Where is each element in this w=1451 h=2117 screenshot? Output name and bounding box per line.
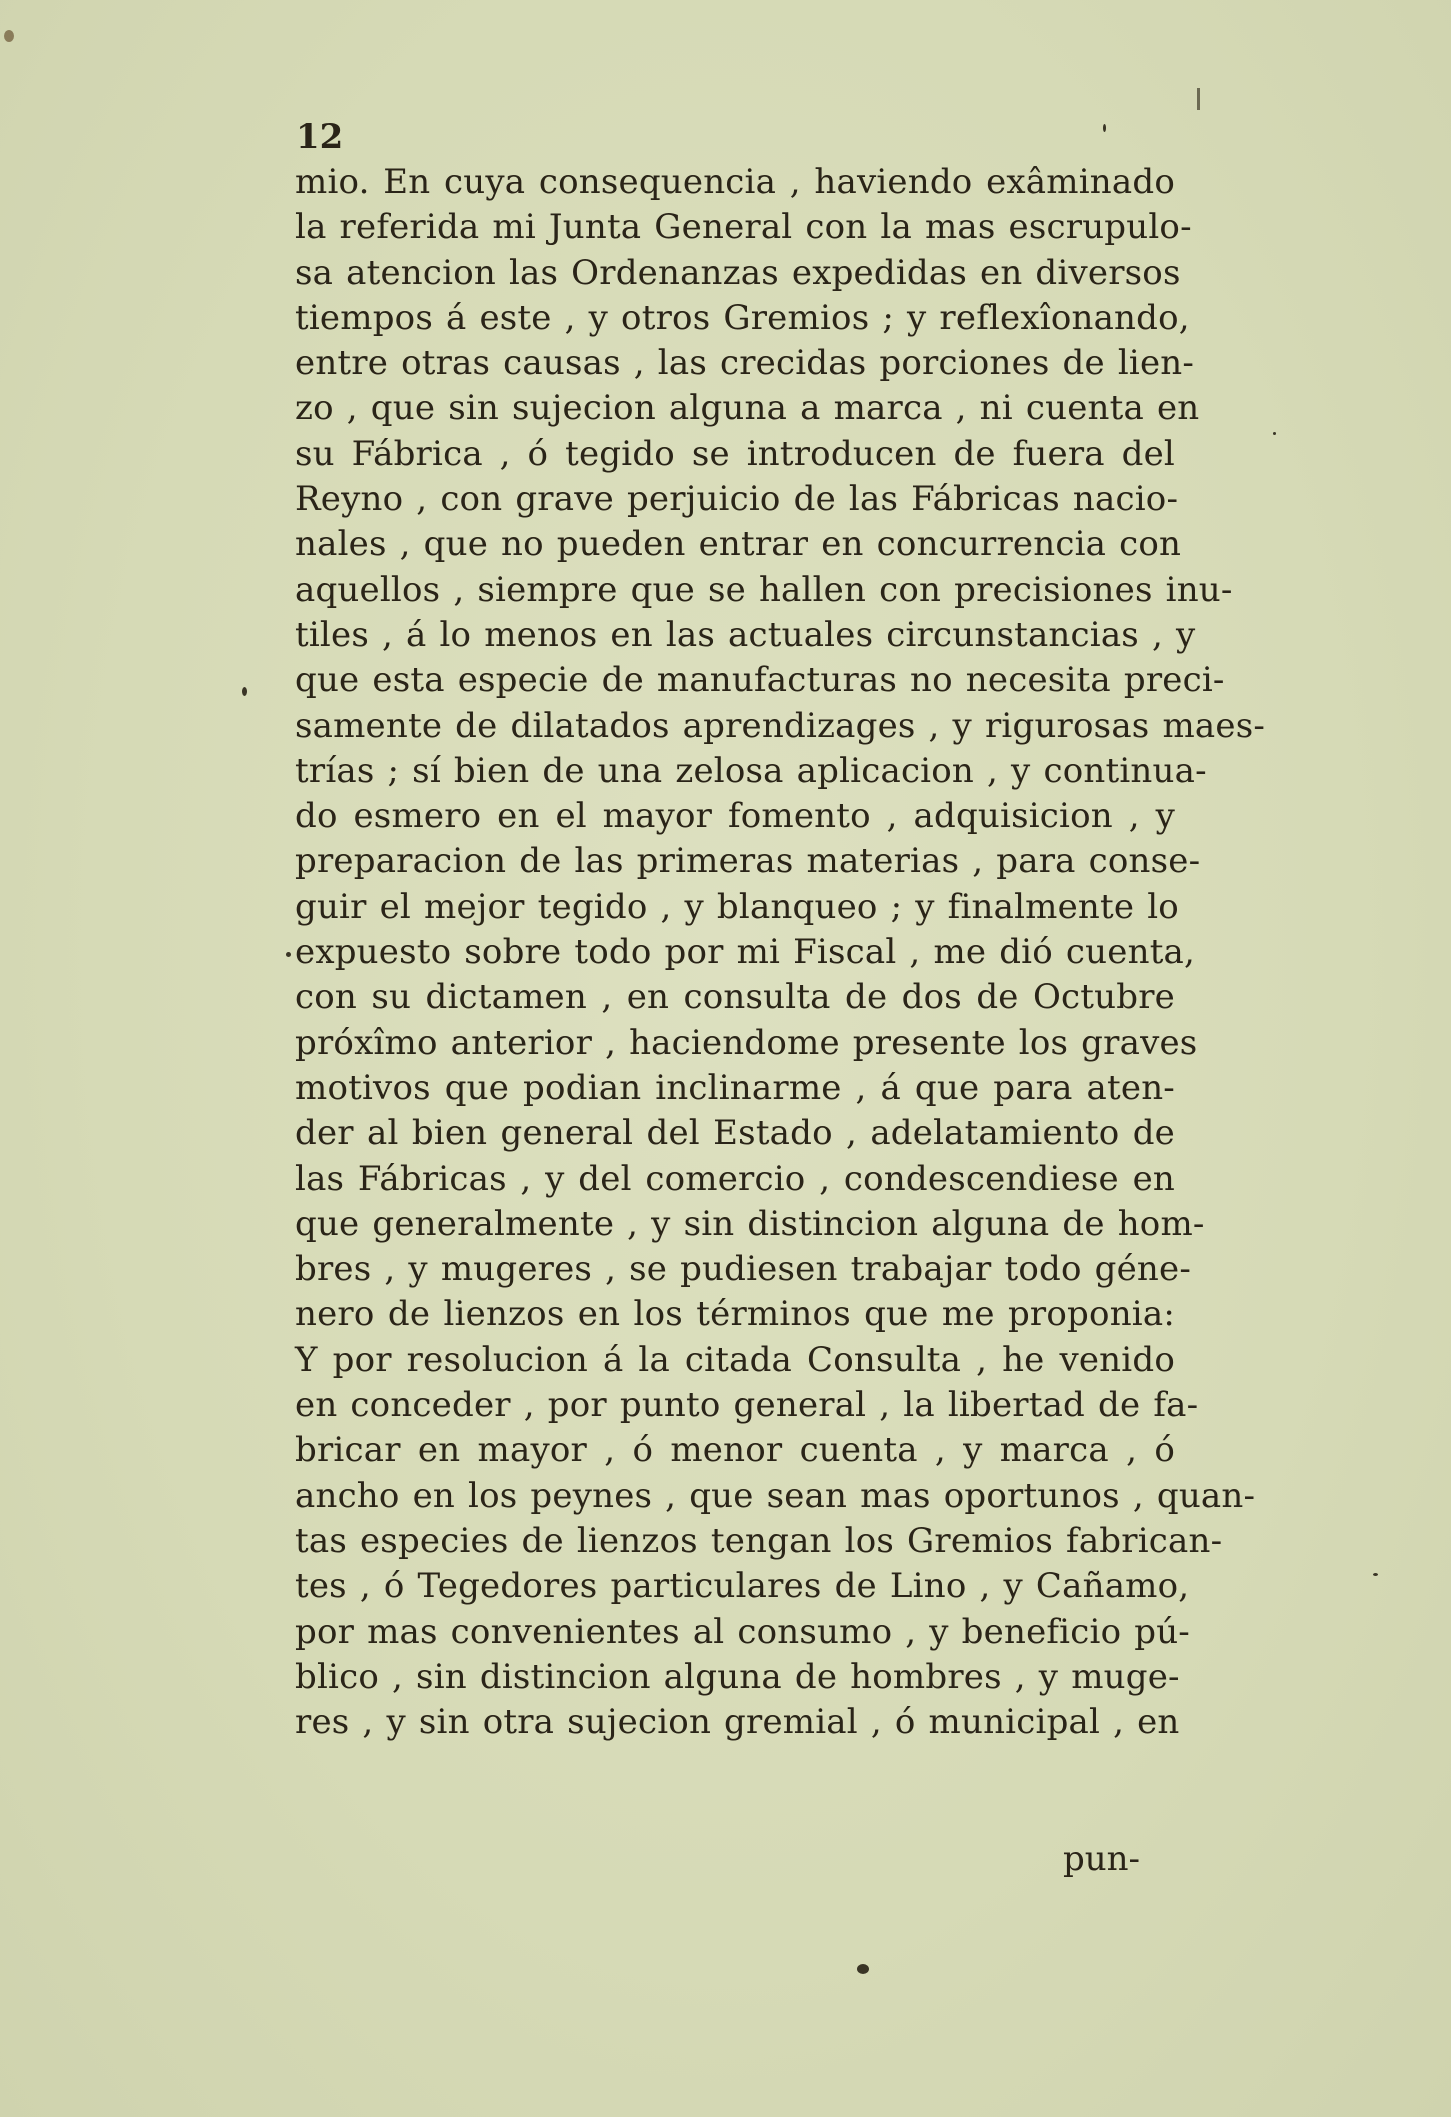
text-line: las Fábricas , y del comercio , condescendiese en <box>295 1158 1175 1199</box>
text-line: que esta especie de manufacturas no necesita preci- <box>295 660 1225 701</box>
text-line: bricar en mayor , ó menor cuenta , y marca , ó <box>295 1430 1175 1471</box>
text-line: expuesto sobre todo por mi Fiscal , me dió cuenta, <box>295 932 1196 973</box>
text-line: la referida mi Junta General con la mas escrupulo- <box>295 207 1192 248</box>
paper-speck <box>242 687 247 696</box>
body-text <box>295 160 1266 1745</box>
text-line: res , y sin otra sujecion gremial , ó municipal , en <box>295 1702 1180 1743</box>
text-line: blico , sin distincion alguna de hombres , y muge- <box>295 1656 1180 1697</box>
text-line: por mas convenientes al consumo , y beneficio pú- <box>295 1611 1190 1652</box>
text-line: tas especies de lienzos tengan los Gremios fabrican- <box>295 1520 1223 1561</box>
text-line: preparacion de las primeras materias , para conse- <box>295 841 1201 882</box>
text-line: guir el mejor tegido , y blanqueo ; y finalmente lo <box>295 886 1179 927</box>
text-line: samente de dilatados aprendizages , y rigurosas maes- <box>295 705 1266 746</box>
text-line: nero de lienzos en los términos que me proponia: <box>295 1294 1175 1335</box>
text-line: que generalmente , y sin distincion alguna de hom- <box>295 1203 1205 1244</box>
paper-speck <box>4 30 14 42</box>
catchword: pun- <box>1063 1839 1141 1879</box>
text-line: motivos que podian inclinarme , á que para aten- <box>295 1067 1175 1108</box>
ink-blot-icon <box>855 1962 871 1976</box>
text-line: sa atencion las Ordenanzas expedidas en diversos <box>295 252 1181 293</box>
text-line: su Fábrica , ó tegido se introducen de fuera del <box>295 433 1175 474</box>
text-line: trías ; sí bien de una zelosa aplicacion , y continua- <box>295 750 1207 791</box>
text-line: mio. En cuya consequencia , haviendo exâminado <box>295 162 1175 202</box>
paper-speck <box>1273 432 1276 435</box>
text-line: nales , que no pueden entrar en concurrencia con <box>295 524 1182 565</box>
text-line: ancho en los peynes , que sean mas oportunos , quan- <box>295 1475 1256 1516</box>
text-line: tes , ó Tegedores particulares de Lino , y Cañamo, <box>295 1566 1190 1607</box>
text-line: aquellos , siempre que se hallen con precisiones inu- <box>295 569 1233 610</box>
paper-speck <box>1373 1573 1378 1576</box>
margin-mark <box>1197 88 1200 110</box>
text-line: tiempos á este , y otros Gremios ; y reflexîonando, <box>295 297 1190 338</box>
text-line: entre otras causas , las crecidas porciones de lien- <box>295 343 1195 384</box>
text-line: próxîmo anterior , haciendome presente los graves <box>295 1022 1198 1063</box>
text-line: con su dictamen , en consulta de dos de Octubre <box>295 977 1175 1018</box>
text-line: zo , que sin sujecion alguna a marca , ni cuenta en <box>295 388 1200 429</box>
text-line: Reyno , con grave perjuicio de las Fábricas nacio- <box>295 479 1179 520</box>
page-number: 12 <box>296 117 344 157</box>
text-line: bres , y mugeres , se pudiesen trabajar todo géne- <box>295 1249 1192 1290</box>
text-line: Y por resolucion á la citada Consulta , he venido <box>295 1339 1175 1380</box>
text-line: en conceder , por punto general , la libertad de fa- <box>295 1385 1199 1426</box>
paper-speck <box>1103 124 1106 132</box>
text-line: der al bien general del Estado , adelatamiento de <box>295 1113 1175 1154</box>
paper-speck <box>286 952 291 957</box>
text-line: do esmero en el mayor fomento , adquisicion , y <box>295 796 1175 837</box>
text-line: tiles , á lo menos en las actuales circunstancias , y <box>295 614 1196 655</box>
